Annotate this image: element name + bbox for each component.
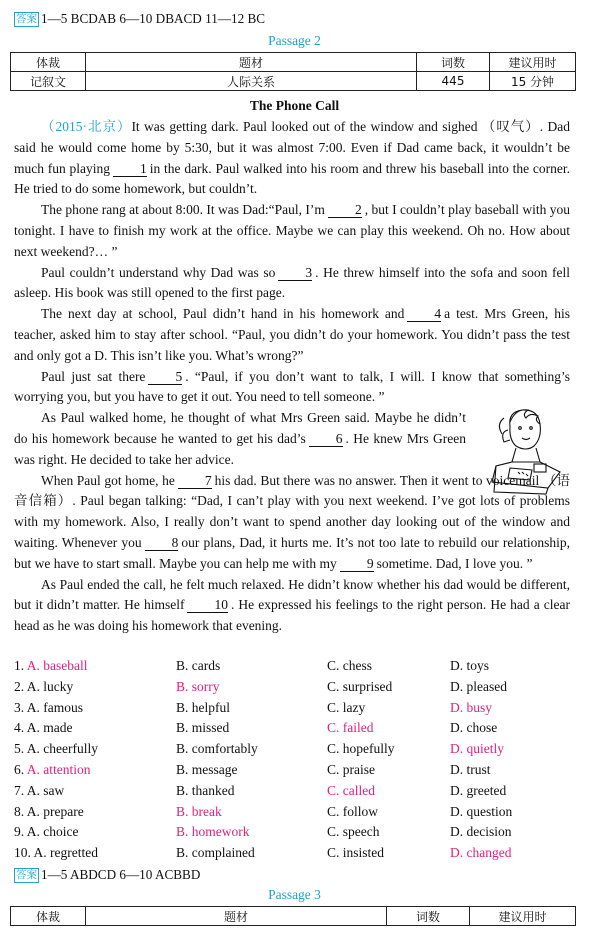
option-9d[interactable]: D. decision xyxy=(450,824,512,840)
option-4b[interactable]: B. missed xyxy=(176,720,230,736)
option-row-8 xyxy=(14,804,574,825)
paragraph-6: As Paul walked home, he thought of what Mrs Green said. Maybe he didn’t do his homework because he wanted to get his dad’s 6 . He knew Mrs Green was right. He decided to take her advice. xyxy=(14,410,466,467)
table-header-genre: 体裁 xyxy=(11,53,86,72)
option-1c[interactable]: C. chess xyxy=(327,658,372,673)
option-1b[interactable]: B. cards xyxy=(176,658,221,673)
option-8c[interactable]: C. follow xyxy=(327,803,379,819)
option-10b[interactable]: B. complained xyxy=(176,845,255,861)
option-9a[interactable]: 9. A. choice xyxy=(14,824,79,840)
blank-10[interactable]: 10 xyxy=(187,597,228,613)
option-row-9 xyxy=(14,824,574,845)
answer-line-passage1 xyxy=(14,11,265,27)
answer-line-passage2 xyxy=(14,867,200,883)
option-5c[interactable]: C. hopefully xyxy=(327,741,395,757)
option-row-5 xyxy=(14,741,574,762)
option-6d[interactable]: D. trust xyxy=(450,761,491,777)
option-9b[interactable]: B. homework xyxy=(176,824,250,840)
option-row-2 xyxy=(14,679,574,700)
option-3a[interactable]: 3. A. famous xyxy=(14,699,83,715)
option-row-10 xyxy=(14,845,574,866)
option-row-3 xyxy=(14,700,574,721)
option-4a[interactable]: 4. A. made xyxy=(14,720,73,736)
option-3c[interactable]: C. lazy xyxy=(327,699,366,715)
option-8d[interactable]: D. question xyxy=(450,803,513,819)
option-8b[interactable]: B. break xyxy=(176,803,222,819)
table-header-time: 建议用时 xyxy=(490,53,576,72)
blank-8[interactable]: 8 xyxy=(145,535,179,551)
table-header-words: 词数 xyxy=(417,53,490,72)
blank-2[interactable]: 2 xyxy=(328,202,362,218)
option-5d[interactable]: D. quietly xyxy=(450,741,504,757)
passage-3-heading: Passage 3 xyxy=(268,887,321,902)
blank-9[interactable]: 9 xyxy=(340,556,374,572)
paragraph-3: Paul couldn’t understand why Dad was so 3 . He threw himself into the sofa and soon fell asleep. His book was still opened to the first page. xyxy=(14,264,570,301)
paragraph-5: Paul just sat there 5 . “Paul, if you don’t want to talk, I will. I know that something’s worrying you, but you have to get it out. You need to tell someone. ” xyxy=(14,368,571,405)
option-4d[interactable]: D. chose xyxy=(450,720,498,736)
answer-text: 1—5 ABDCD 6—10 ACBBD xyxy=(41,867,201,882)
paragraph-4: The next day at school, Paul didn’t hand in his homework and 4 a test. Mrs Green, his teacher, asked him to stay after school. “Paul, you didn’t do your homework. You didn’t pass the test and only got a D. This isn’t like you. What’s wrong?” xyxy=(14,306,570,363)
option-5a[interactable]: 5. A. cheerfully xyxy=(14,741,98,757)
option-7d[interactable]: D. greeted xyxy=(450,782,507,798)
option-10a[interactable]: 10. A. regretted xyxy=(14,845,98,861)
option-2d[interactable]: D. pleased xyxy=(450,678,507,694)
option-7c[interactable]: C. called xyxy=(327,782,375,798)
blank-1[interactable]: 1 xyxy=(113,161,147,177)
option-9c[interactable]: C. speech xyxy=(327,824,380,840)
table-header-genre: 体裁 xyxy=(11,907,86,926)
passage-title: The Phone Call xyxy=(249,98,340,113)
blank-6[interactable]: 6 xyxy=(309,431,343,447)
option-row-7 xyxy=(14,783,574,804)
table-cell-words: 445 xyxy=(417,72,490,91)
option-2b[interactable]: B. sorry xyxy=(176,678,220,694)
passage-2-info-table xyxy=(10,52,576,91)
option-row-1 xyxy=(14,658,574,679)
table-header-topic: 题材 xyxy=(86,907,387,926)
option-row-6 xyxy=(14,762,574,783)
option-1d[interactable]: D. toys xyxy=(450,658,490,673)
option-3d[interactable]: D. busy xyxy=(450,699,493,715)
table-cell-time: 15 分钟 xyxy=(490,72,576,91)
blank-3[interactable]: 3 xyxy=(278,265,312,281)
option-1a[interactable]: 1. A. baseball xyxy=(14,658,88,673)
option-10c[interactable]: C. insisted xyxy=(327,845,385,861)
boy-on-phone-illustration xyxy=(482,404,568,496)
table-header-topic: 题材 xyxy=(86,53,417,72)
option-7b[interactable]: B. thanked xyxy=(176,782,235,798)
source-tag: （2015·北京） xyxy=(41,119,132,134)
table-header-words: 词数 xyxy=(387,907,470,926)
option-6c[interactable]: C. praise xyxy=(327,761,375,777)
blank-7[interactable]: 7 xyxy=(178,473,212,489)
answer-text: 1—5 BCDAB 6—10 DBACD 11—12 BC xyxy=(41,11,266,26)
option-3b[interactable]: B. helpful xyxy=(176,699,230,715)
option-6a[interactable]: 6. A. attention xyxy=(14,761,91,777)
option-8a[interactable]: 8. A. prepare xyxy=(14,803,84,819)
answer-badge: 答案 xyxy=(16,13,37,25)
passage-body xyxy=(14,117,570,637)
option-5b[interactable]: B. comfortably xyxy=(176,741,258,757)
paragraph-8: As Paul ended the call, he felt much relaxed. He didn’t know whether his dad would be different, but it didn’t matter. He himself 10 . He expressed his feelings to the right person. He had a clear head as he was doing his homework that evening. xyxy=(14,576,571,634)
option-2a[interactable]: 2. A. lucky xyxy=(14,678,74,694)
blank-5[interactable]: 5 xyxy=(148,369,182,385)
passage-3-info-table xyxy=(10,906,576,926)
option-6b[interactable]: B. message xyxy=(176,761,238,777)
paragraph-7: When Paul got home, he 7 his dad. But there was no answer. Then it went to voicemail （语音信箱）. Paul began talking: “Dad, I can’t play with you next weekend. I’ve got lots of problems with my homework. Also, I really don’t want to spend another day looking out of the window and waiting. Whenever you 8 our plans, Dad, it hurts me. It’s not too late to rebuild our relationship, but we have to start small. Maybe you can help me with my 9 sometime. Dad, I love you. ” xyxy=(14,472,571,571)
answer-badge: 答案 xyxy=(16,869,37,881)
table-cell-topic: 人际关系 xyxy=(86,72,417,91)
table-header-time: 建议用时 xyxy=(470,907,576,926)
passage-2-heading: Passage 2 xyxy=(268,33,321,48)
table-cell-genre: 记叙文 xyxy=(11,72,86,91)
blank-4[interactable]: 4 xyxy=(407,306,441,322)
option-2c[interactable]: C. surprised xyxy=(327,678,393,694)
option-row-4 xyxy=(14,720,574,741)
option-10d[interactable]: D. changed xyxy=(450,845,512,861)
paragraph-1: （2015·北京）It was getting dark. Paul looked out of the window and sighed （叹气）. Dad said he would come home by 5:30, but it was almost 7:00. Even if Dad came back, it wouldn’t be much fun playing 1 in the dark. Paul walked into his room and threw his baseball into the corner. He tried to do some homework, but couldn’t. xyxy=(14,119,571,197)
option-7a[interactable]: 7. A. saw xyxy=(14,782,65,798)
option-4c[interactable]: C. failed xyxy=(327,720,374,736)
paragraph-2: The phone rang at about 8:00. It was Dad:“Paul, I’m 2 , but I couldn’t play baseball with you tonight. I have to finish my work at the office. Maybe we can play this weekend. Oh no. How about next weekend?… ” xyxy=(14,202,571,259)
options-list xyxy=(14,658,574,866)
